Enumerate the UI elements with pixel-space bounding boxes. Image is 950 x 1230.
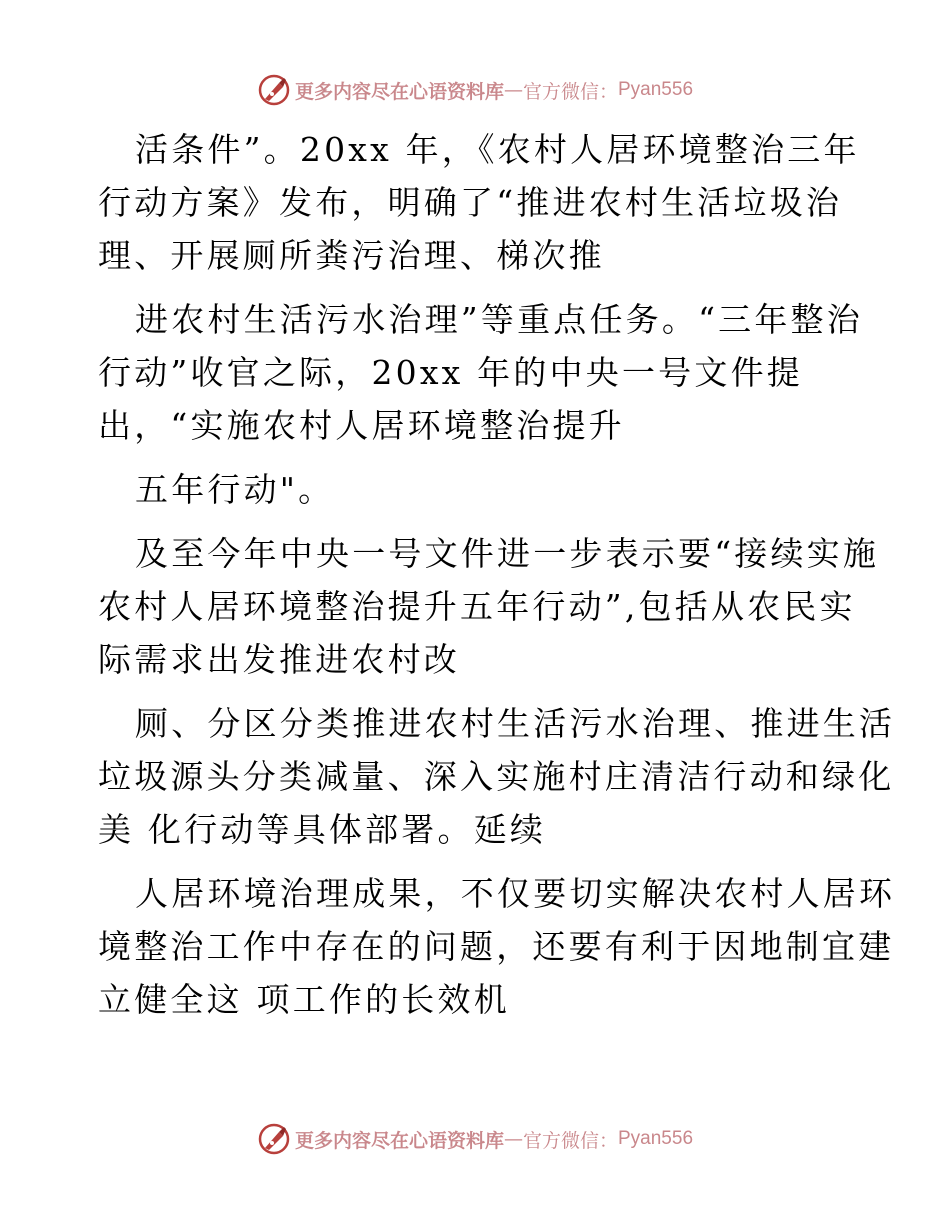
text-line: 厕、分区分类推进农村生活污水治理、推进生活 [135,704,896,743]
text-line: 立健全这 项工作的长效机 [98,980,510,1019]
text-line: 活条件”。20xx 年，《农村人居环境整治三年 [135,130,860,169]
header-watermark [0,70,950,110]
text-line: 出，“实施农村人居环境整治提升 [98,406,625,445]
pen-nib-logo-icon [257,1122,291,1156]
footer-dash: — [503,1128,523,1150]
text-line: 境整治工作中存在的问题，还要有利于因地制宜建 [98,927,895,966]
footer-watermark [0,1119,950,1159]
text-line: 农村人居环境整治提升五年行动”,包括从农民实 [98,587,856,626]
header-dash: — [503,79,523,101]
text-line: 理、开展厕所粪污治理、梯次推 [98,236,605,275]
footer-brand-text: 更多内容尽在心语资料库 [294,1129,504,1152]
text-line: 行动”收官之际，20xx 年的中央一号文件提 [98,353,803,392]
header-brand-text: 更多内容尽在心语资料库 [294,80,504,103]
pen-nib-logo-icon [257,73,291,107]
header-wechat-label: 官方微信： [522,80,618,103]
header-wechat-id: Pyan556 [618,79,694,100]
footer-wechat-label: 官方微信： [522,1129,618,1152]
text-line: 际需求出发推进农村改 [98,640,460,679]
text-line: 进农村生活污水治理”等重点任务。“三年整治 [135,300,863,339]
text-line: 行动方案》发布，明确了“推进农村生活垃圾治 [98,183,843,222]
text-line: 人居环境治理成果，不仅要切实解决农村人居环 [135,874,896,913]
text-line: 及至今年中央一号文件进一步表示要“接续实施 [135,534,880,573]
text-line: 垃圾源头分类减量、深入实施村庄清洁行动和绿化 [98,757,895,796]
document-body [98,123,896,1026]
footer-wechat-id: Pyan556 [618,1128,694,1149]
text-line: 美 化行动等具体部署。延续 [98,810,547,849]
text-line: 五年行动"。 [135,470,335,509]
